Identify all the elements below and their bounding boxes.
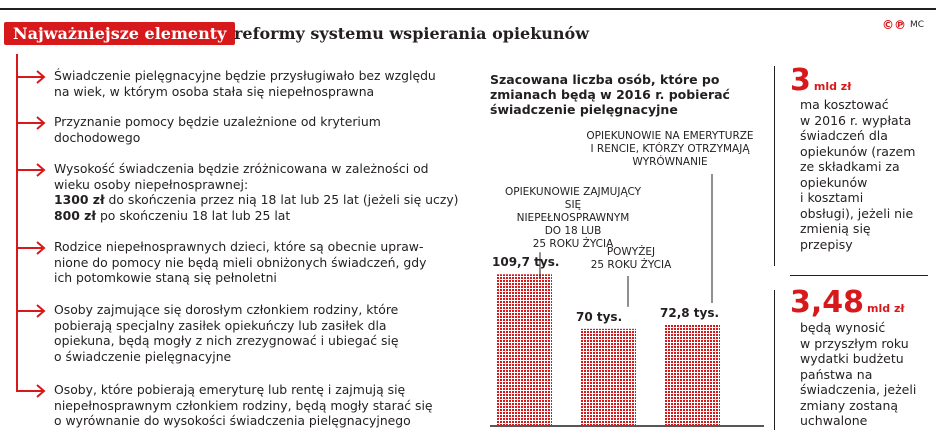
chart-title: Szacowana liczba osób, które po zmianach będą w 2016 r. pobierać świadczenie pielęgnacyjne [490,72,730,117]
list-item [54,239,470,286]
stat-line: świadczenia, jeżeli [800,382,917,397]
amount-text: do skończenia przez nią 18 lat lub 25 lat (jeżeli się uczy) [104,192,459,207]
category-label-line: NIEPEŁNOSPRAWNYM [516,212,630,224]
item-line: na wiek, w którym osoba stała się niepełnosprawna [54,83,375,99]
amount-text: po skończeniu 18 lat lub 25 lat [96,207,291,223]
list-item [54,161,470,223]
arrow-icon [17,304,47,318]
item-line: nione do pomocy nie będą mieli obniżonych świadczeń, gdy [54,254,427,270]
list-item [54,68,470,99]
stat-line: opiekunów [800,174,868,190]
stat-line: ma kosztować [800,97,889,112]
stat-line: w przyszłym roku [800,335,909,351]
item-line: Przyznanie pomocy będzie uzależnione od kryterium [54,114,381,129]
item-line: o wyrównanie do wysokości świadczenia pielęgnacyjnego [54,413,411,428]
stat-number: 3,48 [790,285,865,320]
item-line: Świadczenie pielęgnacyjne będzie przysługiwało bez względu [54,68,436,83]
amount-line [54,208,470,224]
list-item [54,114,470,145]
item-line: Osoby, które pobierają emeryturę lub rentę i zajmują się [54,382,406,397]
stat-line: będą wynosić [800,320,886,335]
stat-line: obsługi), jeżeli nie [800,205,914,221]
stat-line: zmienią się [800,221,871,236]
stat-description [800,320,928,429]
column-divider [774,290,775,430]
page-title: reformy systemu wspierania opiekunów [234,24,589,43]
column-divider [774,66,775,266]
item-line: Osoby zajmujące się dorosłym członkiem rodziny, które [54,302,399,317]
brand [882,18,924,32]
item-line: dochodowego [54,129,141,145]
bar [496,274,552,425]
stat-description [800,97,928,252]
item-line: opiekuna, będą mogły z nich zrezygnować i ubiegać się [54,333,399,348]
category-label-line: 25 ROKU ŻYCIA [590,259,672,271]
value-label: 70 tys. [576,309,623,324]
stat-line: opiekunów (razem [800,143,916,159]
category-label-line: OPIEKUNOWIE NA EMERYTURZE [586,130,754,142]
list-item [54,302,470,364]
stat-figure [790,285,905,320]
item-line: Rodzice niepełnosprawnych dzieci, które są obecnie upraw- [54,239,424,254]
stat-line: przepisy [800,236,853,252]
item-line: niepełnosprawnym członkiem rodziny, będą mogły starać się [54,397,433,413]
brand-text: MC [909,20,924,30]
stat-unit: mld zł [813,80,852,93]
item-line: Wysokość świadczenia będzie zróżnicowana w zależności od [54,161,429,176]
item-line: o świadczenie pielęgnacyjne [54,348,232,364]
amount-line [54,192,470,208]
bar [664,325,720,425]
stat-divider [790,275,928,276]
stat-line: państwa na [800,366,873,382]
stat-line: świadczeń dla [800,128,888,143]
item-line: wieku osoby niepełnosprawnej: [54,176,249,192]
stat-line: w 2016 r. wypłata [800,112,912,128]
list-item [54,382,470,429]
item-line: ich potomkowie staną się pełnoletni [54,270,277,285]
arrow-icon [17,163,47,177]
title-highlight: Najważniejsze elementy [4,22,235,45]
stat-line: wydatki budżetu [800,351,904,366]
category-label-line: OPIEKUNOWIE ZAJMUJĄCY SIĘ [504,186,642,211]
brand-logo-icon: ©℗ [881,18,906,32]
stat-unit: mld zł [867,302,905,315]
category-label-line: WYRÓWNANIE [632,156,708,168]
arrow-icon [17,384,47,398]
stat-number: 3 [790,63,811,98]
value-label: 109,7 tys. [492,255,560,270]
category-label-line: I RENCIE, KTÓRZY OTRZYMAJĄ [590,143,750,155]
arrow-icon [17,70,47,84]
category-label-line: DO 18 LUB [544,225,602,237]
category-label-line: 25 ROKU ŻYCIA [532,238,614,250]
arrow-icon [17,116,47,130]
item-line: pobierają specjalny zasiłek opiekuńczy lub zasiłek dla [54,317,387,333]
amount-value: 800 zł [54,207,96,223]
list-bracket [16,54,18,392]
top-rule [0,8,936,10]
bar-chart [488,160,768,430]
stat-figure [790,63,852,98]
arrow-icon [17,241,47,255]
amount-value: 1300 zł [54,192,105,207]
stat-line: ze składkami za [800,159,900,174]
category-label-line: POWYŻEJ [606,246,656,258]
stat-line: i kosztami [800,190,864,205]
bar [580,329,636,425]
value-label: 72,8 tys. [660,305,720,320]
stat-line: uchwalone [800,413,868,428]
stat-line: zmiany zostaną [800,397,899,413]
